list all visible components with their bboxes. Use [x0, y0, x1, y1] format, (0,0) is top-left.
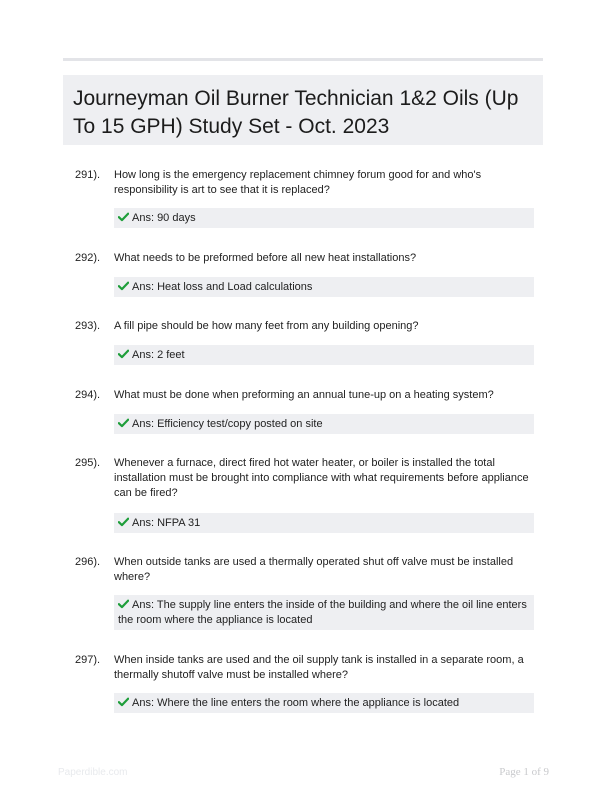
answer-box: [114, 693, 534, 713]
question-text: A fill pipe should be how many feet from any building opening?: [114, 320, 419, 332]
question-text: Whenever a furnace, direct fired hot water heater, or boiler is installed the total installation must be brought into compliance with what requirements before appliance can be fired?: [114, 457, 529, 499]
check-icon: [118, 418, 129, 428]
check-icon: [118, 599, 129, 609]
question-text: What must be done when preforming an annual tune-up on a heating system?: [114, 389, 494, 401]
question-number: 296).: [75, 556, 101, 568]
check-icon: [118, 697, 129, 707]
check-icon: [118, 212, 129, 222]
question-text: When inside tanks are used and the oil supply tank is installed in a separate room, a thermally shutoff valve must be installed where?: [114, 654, 524, 681]
answer-box: [114, 345, 534, 365]
answer-text: Ans: NFPA 31: [132, 516, 201, 529]
answer-box: [114, 595, 534, 630]
title-banner: [63, 75, 543, 145]
check-icon: [118, 281, 129, 291]
answer-text: Ans: Efficiency test/copy posted on site: [132, 417, 323, 430]
question-number: 294).: [75, 389, 101, 401]
question-number: 295).: [75, 457, 101, 469]
page-title: Journeyman Oil Burner Technician 1&2 Oils (Up To 15 GPH) Study Set - Oct. 2023: [73, 87, 519, 138]
top-divider: [63, 58, 543, 61]
check-icon: [118, 517, 129, 527]
answer-box: [114, 208, 534, 228]
answer-text: Ans: 2 feet: [132, 348, 185, 361]
answer-box: [114, 414, 534, 434]
question-text: How long is the emergency replacement chimney forum good for and who's responsibility is art to see that it is replaced?: [114, 169, 482, 196]
answer-text: Ans: The supply line enters the inside of the building and where the oil line enters the room where the appliance is located: [118, 598, 527, 626]
question-number: 292).: [75, 252, 101, 264]
question-number: 297).: [75, 654, 101, 666]
question-number: 291).: [75, 169, 101, 181]
check-icon: [118, 349, 129, 359]
question-number: 293).: [75, 320, 101, 332]
answer-text: Ans: Where the line enters the room where the appliance is located: [132, 696, 460, 709]
question-text: What needs to be preformed before all new heat installations?: [114, 252, 417, 264]
page-indicator: Page 1 of 9: [499, 766, 549, 778]
answer-text: Ans: Heat loss and Load calculations: [132, 280, 313, 293]
question-text: When outside tanks are used a thermally operated shut off valve must be installed where?: [114, 556, 514, 583]
answer-box: [114, 277, 534, 297]
watermark: Paperdible.com: [58, 767, 128, 778]
answer-box: [114, 513, 534, 533]
answer-text: Ans: 90 days: [132, 211, 196, 224]
